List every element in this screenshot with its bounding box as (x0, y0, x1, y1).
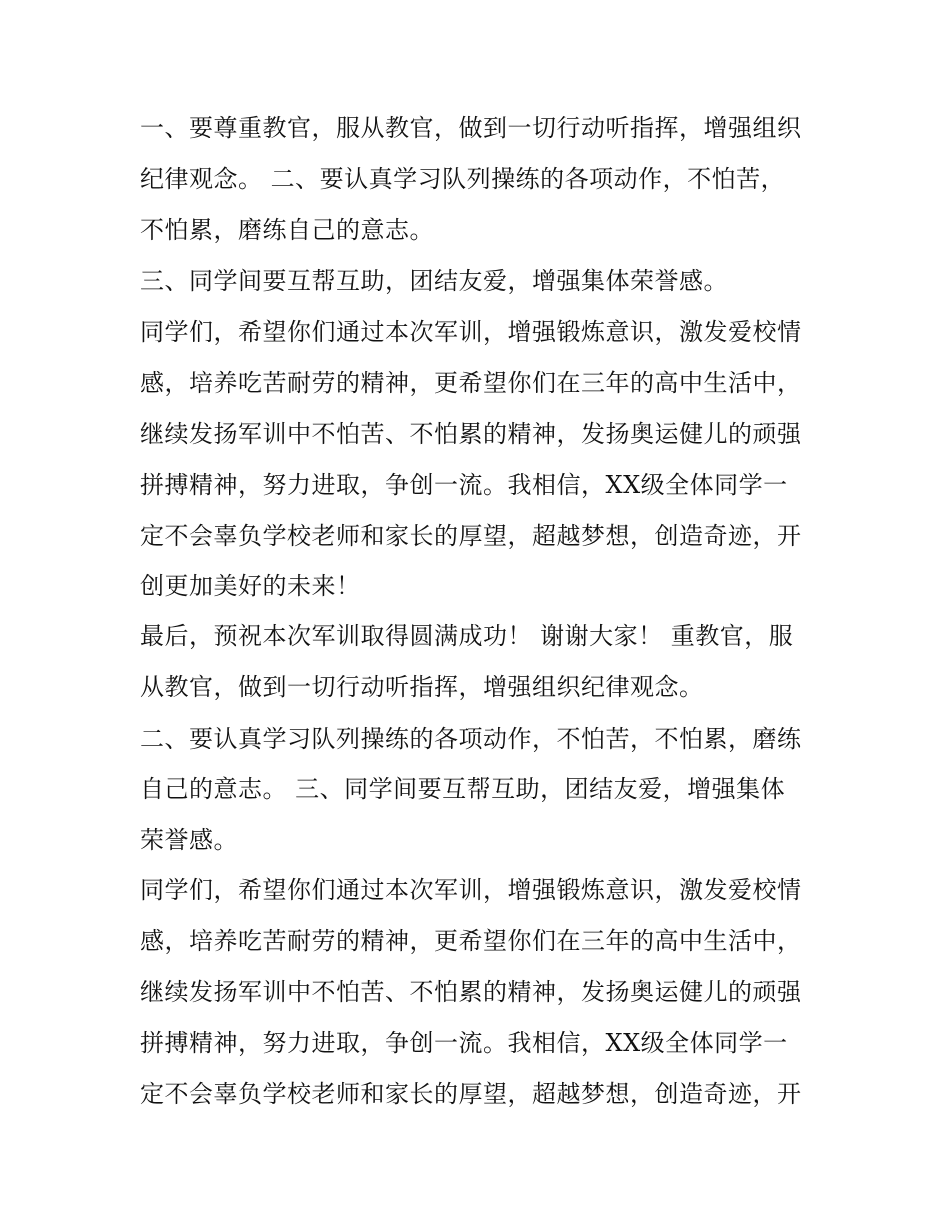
text-line: 自己的意志。 三、同学间要互帮互助，团结友爱，增强集体 (140, 775, 786, 803)
text-line: 感，培养吃苦耐劳的精神，更希望你们在三年的高中生活中， (140, 927, 802, 955)
text-line: 从教官，做到一切行动听指挥，增强组织纪律观念。 (140, 673, 704, 701)
text-line: 同学们，希望你们通过本次军训，增强锻炼意识，激发爱校情 (140, 876, 802, 904)
text-line: 最后，预祝本次军训取得圆满成功！ 谢谢大家！ 重教官，服 (140, 622, 794, 650)
text-line: 拼搏精神，努力进取，争创一流。我相信，XX级全体同学一 (140, 1029, 788, 1057)
text-line: 继续发扬军训中不怕苦、不怕累的精神，发扬奥运健儿的顽强 (140, 978, 802, 1006)
text-line: 创更加美好的未来！ (140, 572, 361, 600)
text-line: 三、同学间要互帮互助，团结友爱，增强集体荣誉感。 (140, 267, 728, 295)
text-line: 定不会辜负学校老师和家长的厚望，超越梦想，创造奇迹，开 (140, 522, 802, 550)
text-line: 感，培养吃苦耐劳的精神，更希望你们在三年的高中生活中， (140, 369, 802, 397)
text-line: 同学们，希望你们通过本次军训，增强锻炼意识，激发爱校情 (140, 318, 802, 346)
text-line: 继续发扬军训中不怕苦、不怕累的精神，发扬奥运健儿的顽强 (140, 420, 802, 448)
text-line: 一、要尊重教官，服从教官，做到一切行动听指挥，增强组织 (140, 114, 802, 142)
text-line: 定不会辜负学校老师和家长的厚望，超越梦想，创造奇迹，开 (140, 1080, 802, 1108)
text-line: 纪律观念。 二、要认真学习队列操练的各项动作，不怕苦， (140, 165, 786, 193)
text-line: 拼搏精神，努力进取，争创一流。我相信，XX级全体同学一 (140, 471, 788, 499)
text-line: 二、要认真学习队列操练的各项动作，不怕苦，不怕累，磨练 (140, 725, 802, 753)
text-line: 荣誉感。 (140, 826, 238, 854)
text-line: 不怕累，磨练自己的意志。 (140, 216, 434, 244)
